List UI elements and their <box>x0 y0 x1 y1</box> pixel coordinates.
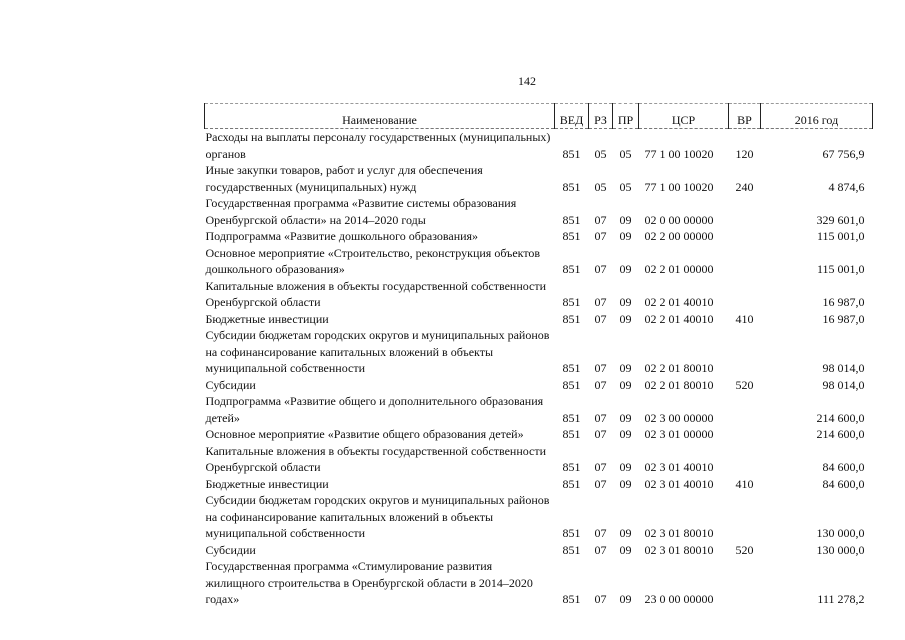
row-csr: 02 3 01 40010 <box>644 476 714 491</box>
table-row <box>205 228 873 245</box>
row-rz: 07 <box>594 476 607 491</box>
row-pr: 09 <box>619 229 632 243</box>
table-row <box>205 558 873 608</box>
row-amount: 67 756,9 <box>822 146 865 161</box>
row-pr: 09 <box>619 361 632 375</box>
col-header-csr: ЦСР <box>639 104 729 129</box>
row-amount: 4 874,6 <box>828 179 865 194</box>
row-vr <box>729 245 761 278</box>
row-vr <box>729 443 761 476</box>
row-pr: 09 <box>619 460 632 474</box>
row-rz: 05 <box>594 146 607 161</box>
row-csr: 02 2 01 80010 <box>644 377 714 392</box>
row-ved: 851 <box>562 146 581 161</box>
row-rz: 07 <box>594 262 607 276</box>
table-row <box>205 162 873 195</box>
col-header-vr: ВР <box>729 104 761 129</box>
row-csr: 02 2 01 80010 <box>644 361 714 375</box>
row-csr: 23 0 00 00000 <box>644 592 714 606</box>
row-csr: 02 3 00 00000 <box>644 410 714 425</box>
row-rz: 07 <box>594 427 607 441</box>
row-ved: 851 <box>562 526 581 540</box>
row-vr <box>729 195 761 228</box>
row-ved: 851 <box>562 542 581 557</box>
row-ved: 851 <box>562 229 581 243</box>
row-vr: 520 <box>735 542 754 557</box>
row-ved: 851 <box>562 427 581 441</box>
table-body <box>205 129 873 608</box>
row-ved: 851 <box>562 212 581 227</box>
row-name: Государственная программа «Развитие системы образования Оренбургской области» на 2014–2020 годы <box>205 196 517 227</box>
row-pr: 09 <box>619 526 632 540</box>
row-name: Подпрограмма «Развитие дошкольного образования» <box>205 229 479 243</box>
row-rz: 05 <box>594 179 607 194</box>
row-ved: 851 <box>562 592 581 606</box>
budget-table <box>204 103 873 608</box>
row-csr: 02 3 01 80010 <box>644 542 714 557</box>
row-rz: 07 <box>594 526 607 540</box>
row-csr: 77 1 00 10020 <box>644 179 714 194</box>
table-row <box>205 426 873 443</box>
table-row <box>205 476 873 493</box>
row-vr <box>729 492 761 542</box>
row-name: Капитальные вложения в объекты государственной собственности Оренбургской области <box>205 278 547 309</box>
row-vr: 120 <box>735 146 754 161</box>
col-header-ved: ВЕД <box>555 104 589 129</box>
row-amount: 16 987,0 <box>822 311 865 326</box>
row-rz: 07 <box>594 377 607 392</box>
row-amount: 329 601,0 <box>816 212 865 227</box>
row-csr: 77 1 00 10020 <box>644 146 714 161</box>
row-rz: 07 <box>594 311 607 326</box>
row-pr: 09 <box>619 427 632 441</box>
row-csr: 02 2 01 00000 <box>644 262 714 276</box>
row-pr: 09 <box>619 212 632 227</box>
row-amount: 84 600,0 <box>822 476 865 491</box>
table-row <box>205 377 873 394</box>
row-name: Капитальные вложения в объекты государственной собственности Оренбургской области <box>205 443 547 474</box>
row-pr: 09 <box>619 410 632 425</box>
row-csr: 02 3 01 80010 <box>644 526 714 540</box>
row-rz: 07 <box>594 295 607 309</box>
row-pr: 09 <box>619 476 632 491</box>
table-row <box>205 311 873 328</box>
row-vr <box>729 278 761 311</box>
row-pr: 05 <box>619 179 632 194</box>
table-row <box>205 492 873 542</box>
row-name: Основное мероприятие «Строительство, реконструкция объектов дошкольного образования» <box>205 245 541 276</box>
row-amount: 16 987,0 <box>822 295 865 309</box>
row-name: Иные закупки товаров, работ и услуг для обеспечения государственных (муниципальных) нужд <box>205 163 483 194</box>
row-name: Субсидии <box>205 542 256 557</box>
row-ved: 851 <box>562 262 581 276</box>
row-amount: 214 600,0 <box>816 410 865 425</box>
row-vr: 410 <box>735 311 754 326</box>
row-csr: 02 2 01 40010 <box>644 295 714 309</box>
row-name: Основное мероприятие «Развитие общего образования детей» <box>205 427 524 441</box>
row-ved: 851 <box>562 311 581 326</box>
row-amount: 214 600,0 <box>816 427 865 441</box>
row-csr: 02 3 01 00000 <box>644 427 714 441</box>
row-vr <box>729 228 761 245</box>
row-amount: 98 014,0 <box>822 377 865 392</box>
row-amount: 115 001,0 <box>816 262 865 276</box>
row-ved: 851 <box>562 377 581 392</box>
row-vr: 520 <box>735 377 754 392</box>
row-rz: 07 <box>594 229 607 243</box>
row-name: Бюджетные инвестиции <box>205 311 329 326</box>
row-amount: 130 000,0 <box>816 542 865 557</box>
row-ved: 851 <box>562 295 581 309</box>
row-vr <box>729 393 761 426</box>
row-name: Бюджетные инвестиции <box>205 476 329 491</box>
col-header-name: Наименование <box>205 104 555 129</box>
row-csr: 02 2 00 00000 <box>644 229 714 243</box>
row-pr: 09 <box>619 262 632 276</box>
row-csr: 02 0 00 00000 <box>644 212 714 227</box>
row-csr: 02 3 01 40010 <box>644 460 714 474</box>
row-amount: 98 014,0 <box>822 361 865 375</box>
col-header-year: 2016 год <box>761 104 873 129</box>
row-amount: 115 001,0 <box>816 229 865 243</box>
row-rz: 07 <box>594 592 607 606</box>
table-row <box>205 245 873 278</box>
table-header-row <box>205 104 873 129</box>
row-ved: 851 <box>562 476 581 491</box>
row-pr: 09 <box>619 592 632 606</box>
row-ved: 851 <box>562 179 581 194</box>
row-rz: 07 <box>594 410 607 425</box>
row-ved: 851 <box>562 410 581 425</box>
table-row <box>205 542 873 559</box>
row-vr: 410 <box>735 476 754 491</box>
row-name: Субсидии <box>205 377 256 392</box>
row-rz: 07 <box>594 542 607 557</box>
col-header-rz: РЗ <box>589 104 613 129</box>
budget-table-container <box>204 103 872 608</box>
row-vr: 240 <box>735 179 754 194</box>
row-pr: 09 <box>619 311 632 326</box>
row-name: Государственная программа «Стимулирование развития жилищного строительства в Оренбургской области в 2014–2020 годах» <box>205 559 533 606</box>
row-name: Расходы на выплаты персоналу государственных (муниципальных) органов <box>205 130 551 161</box>
row-name: Подпрограмма «Развитие общего и дополнительного образования детей» <box>205 394 544 425</box>
row-rz: 07 <box>594 212 607 227</box>
row-vr <box>729 426 761 443</box>
page-number: 142 <box>518 74 536 88</box>
row-ved: 851 <box>562 460 581 474</box>
table-row <box>205 278 873 311</box>
row-vr <box>729 558 761 608</box>
table-row <box>205 393 873 426</box>
row-pr: 09 <box>619 377 632 392</box>
row-amount: 130 000,0 <box>816 526 865 540</box>
table-row <box>205 327 873 377</box>
row-vr <box>729 327 761 377</box>
row-amount: 111 278,2 <box>817 592 865 606</box>
row-csr: 02 2 01 40010 <box>644 311 714 326</box>
row-name: Субсидии бюджетам городских округов и муниципальных районов на софинансирование капитальных вложений в объекты муниципальной собственности <box>205 493 550 540</box>
row-rz: 07 <box>594 361 607 375</box>
row-rz: 07 <box>594 460 607 474</box>
table-row <box>205 443 873 476</box>
row-name: Субсидии бюджетам городских округов и муниципальных районов на софинансирование капитальных вложений в объекты муниципальной собственности <box>205 328 550 375</box>
col-header-pr: ПР <box>613 104 639 129</box>
row-pr: 09 <box>619 542 632 557</box>
row-ved: 851 <box>562 361 581 375</box>
row-pr: 09 <box>619 295 632 309</box>
row-pr: 05 <box>619 146 632 161</box>
row-amount: 84 600,0 <box>822 460 865 474</box>
table-row <box>205 195 873 228</box>
table-row <box>205 129 873 163</box>
